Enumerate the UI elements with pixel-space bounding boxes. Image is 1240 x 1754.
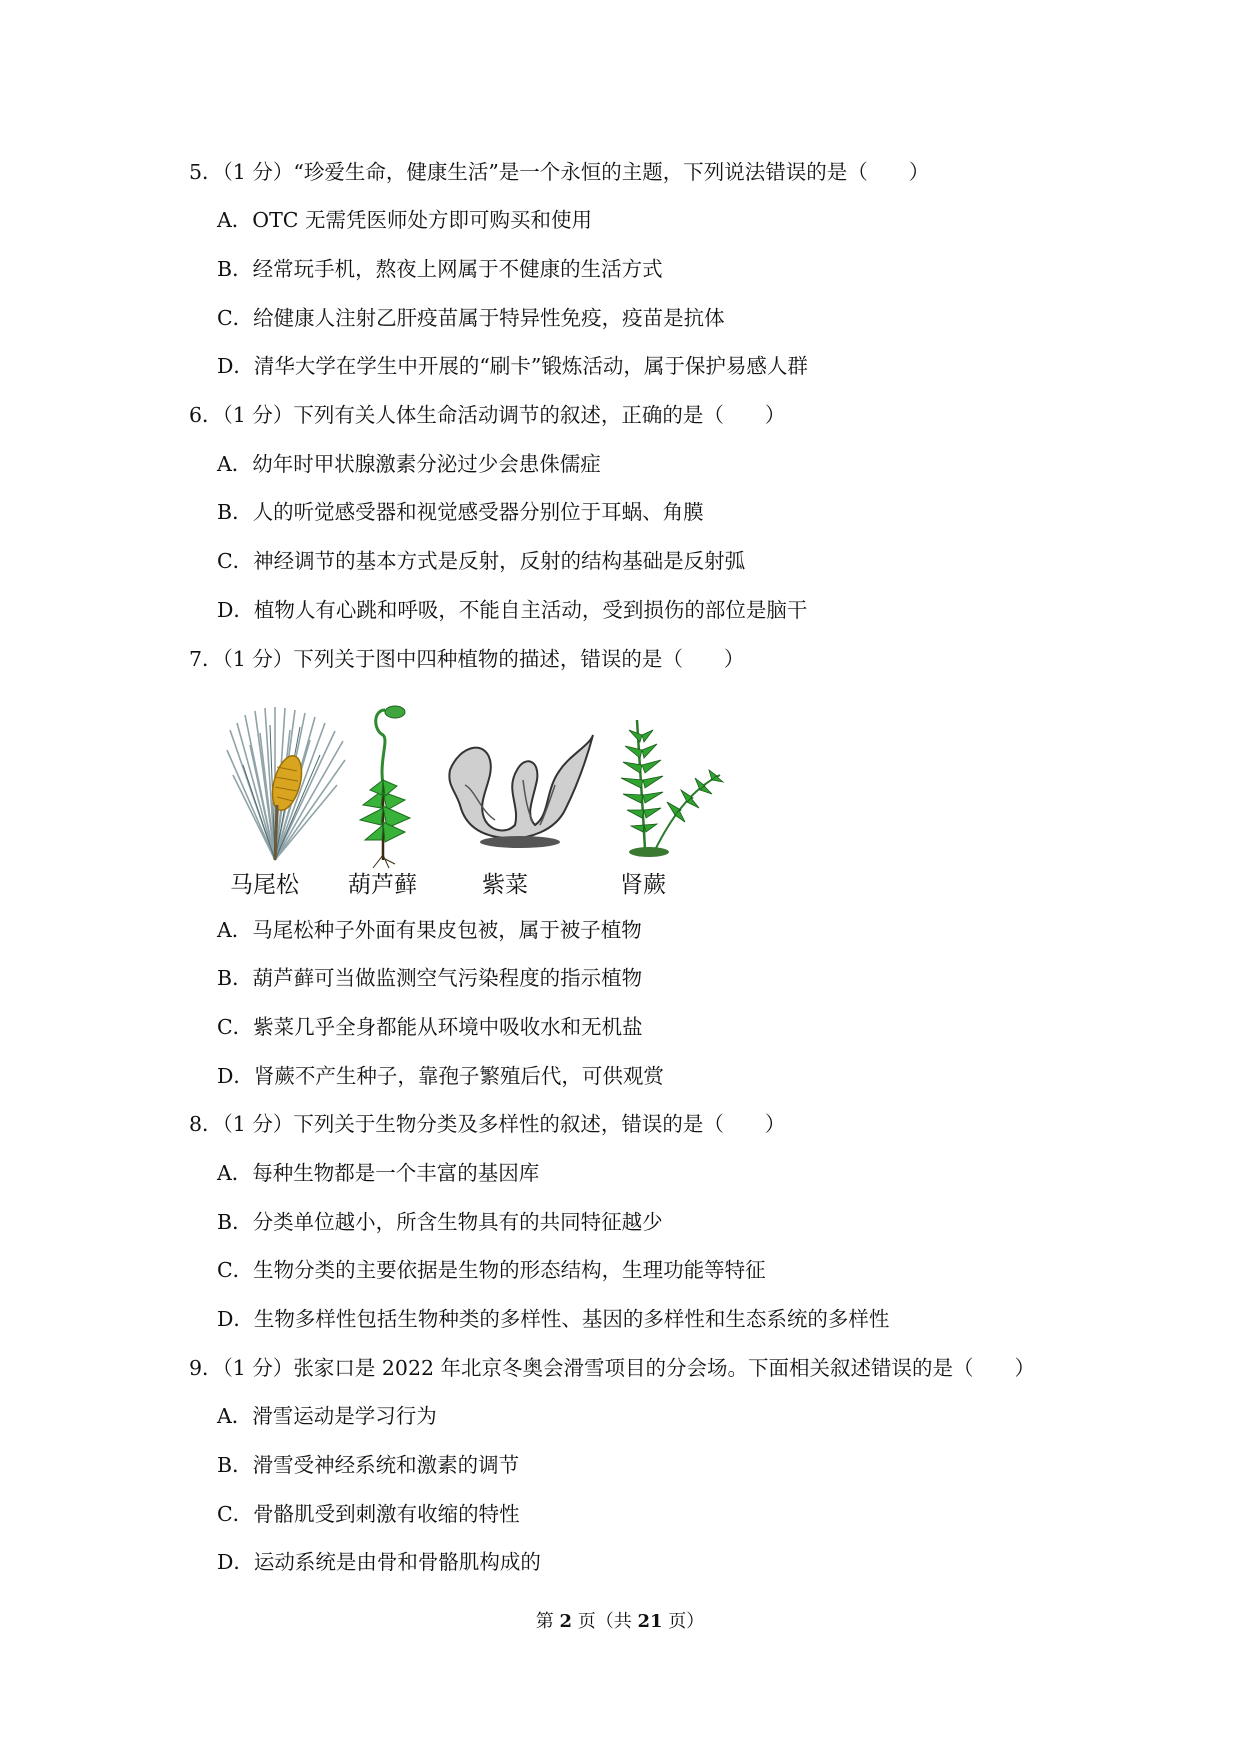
- question-7-option-b: B．葫芦藓可当做监测空气污染程度的指示植物: [217, 966, 643, 990]
- question-9-option-d: D．运动系统是由骨和骨骼肌构成的: [217, 1550, 541, 1574]
- question-8-option-a: A．每种生物都是一个丰富的基因库: [217, 1161, 540, 1185]
- question-8-option-c: C．生物分类的主要依据是生物的形态结构，生理功能等特征: [217, 1258, 766, 1282]
- question-8-option-d: D．生物多样性包括生物种类的多样性、基因的多样性和生态系统的多样性: [217, 1307, 890, 1331]
- question-9-option-a: A．滑雪运动是学习行为: [217, 1404, 437, 1428]
- plant-label-pine: 马尾松: [230, 872, 299, 898]
- question-7-option-d: D．肾蕨不产生种子，靠孢子繁殖后代，可供观赏: [217, 1064, 664, 1088]
- question-5-option-b: B．经常玩手机，熬夜上网属于不健康的生活方式: [217, 257, 663, 281]
- question-9-stem: 9．（1 分）张家口是 2022 年北京冬奥会滑雪项目的分会场。下面相关叙述错误的是（ ）: [189, 1356, 1036, 1380]
- footer-total-pages: 21: [637, 1611, 663, 1632]
- plant-label-moss: 葫芦藓: [348, 872, 417, 898]
- question-6-option-d: D．植物人有心跳和呼吸，不能自主活动，受到损伤的部位是脑干: [217, 598, 808, 622]
- moss-icon: [355, 700, 425, 870]
- page-footer: [0, 1609, 1240, 1635]
- question-5-option-a: A．OTC 无需凭医师处方即可购买和使用: [217, 208, 592, 232]
- question-8-option-b: B．分类单位越小，所含生物具有的共同特征越少: [217, 1210, 663, 1234]
- question-8-stem: 8．（1 分）下列关于生物分类及多样性的叙述，错误的是（ ）: [189, 1112, 786, 1136]
- question-6-option-b: B．人的听觉感受器和视觉感受器分别位于耳蜗、角膜: [217, 500, 704, 524]
- seaweed-icon: [445, 730, 595, 850]
- plant-label-fern: 肾蕨: [620, 872, 666, 898]
- question-6-stem: 6．（1 分）下列有关人体生命活动调节的叙述，正确的是（ ）: [189, 403, 786, 427]
- question-6-option-a: A．幼年时甲状腺激素分泌过少会患侏儒症: [217, 452, 601, 476]
- footer-page-number: 2: [559, 1611, 572, 1632]
- fern-icon: [615, 710, 730, 860]
- question-5-option-d: D．清华大学在学生中开展的“刷卡”锻炼活动，属于保护易感人群: [217, 354, 808, 378]
- question-9-option-b: B．滑雪受神经系统和激素的调节: [217, 1453, 520, 1477]
- footer-suffix: 页）: [668, 1611, 705, 1632]
- question-5-stem: 5．（1 分）“珍爱生命，健康生活”是一个永恒的主题，下列说法错误的是（ ）: [189, 160, 930, 184]
- plants-figure: [220, 700, 740, 910]
- question-5-option-c: C．给健康人注射乙肝疫苗属于特异性免疫，疫苗是抗体: [217, 306, 725, 330]
- question-7-option-c: C．紫菜几乎全身都能从环境中吸收水和无机盐: [217, 1015, 643, 1039]
- question-6-option-c: C．神经调节的基本方式是反射，反射的结构基础是反射弧: [217, 549, 746, 573]
- question-7-option-a: A．马尾松种子外面有果皮包被，属于被子植物: [217, 918, 642, 942]
- question-7-stem: 7．（1 分）下列关于图中四种植物的描述，错误的是（ ）: [189, 647, 745, 671]
- question-9-option-c: C．骨骼肌受到刺激有收缩的特性: [217, 1502, 520, 1526]
- pine-branch-icon: [225, 705, 350, 865]
- footer-middle: 页（共: [577, 1611, 632, 1632]
- footer-prefix: 第: [535, 1611, 554, 1632]
- plant-label-seaweed: 紫菜: [482, 872, 528, 898]
